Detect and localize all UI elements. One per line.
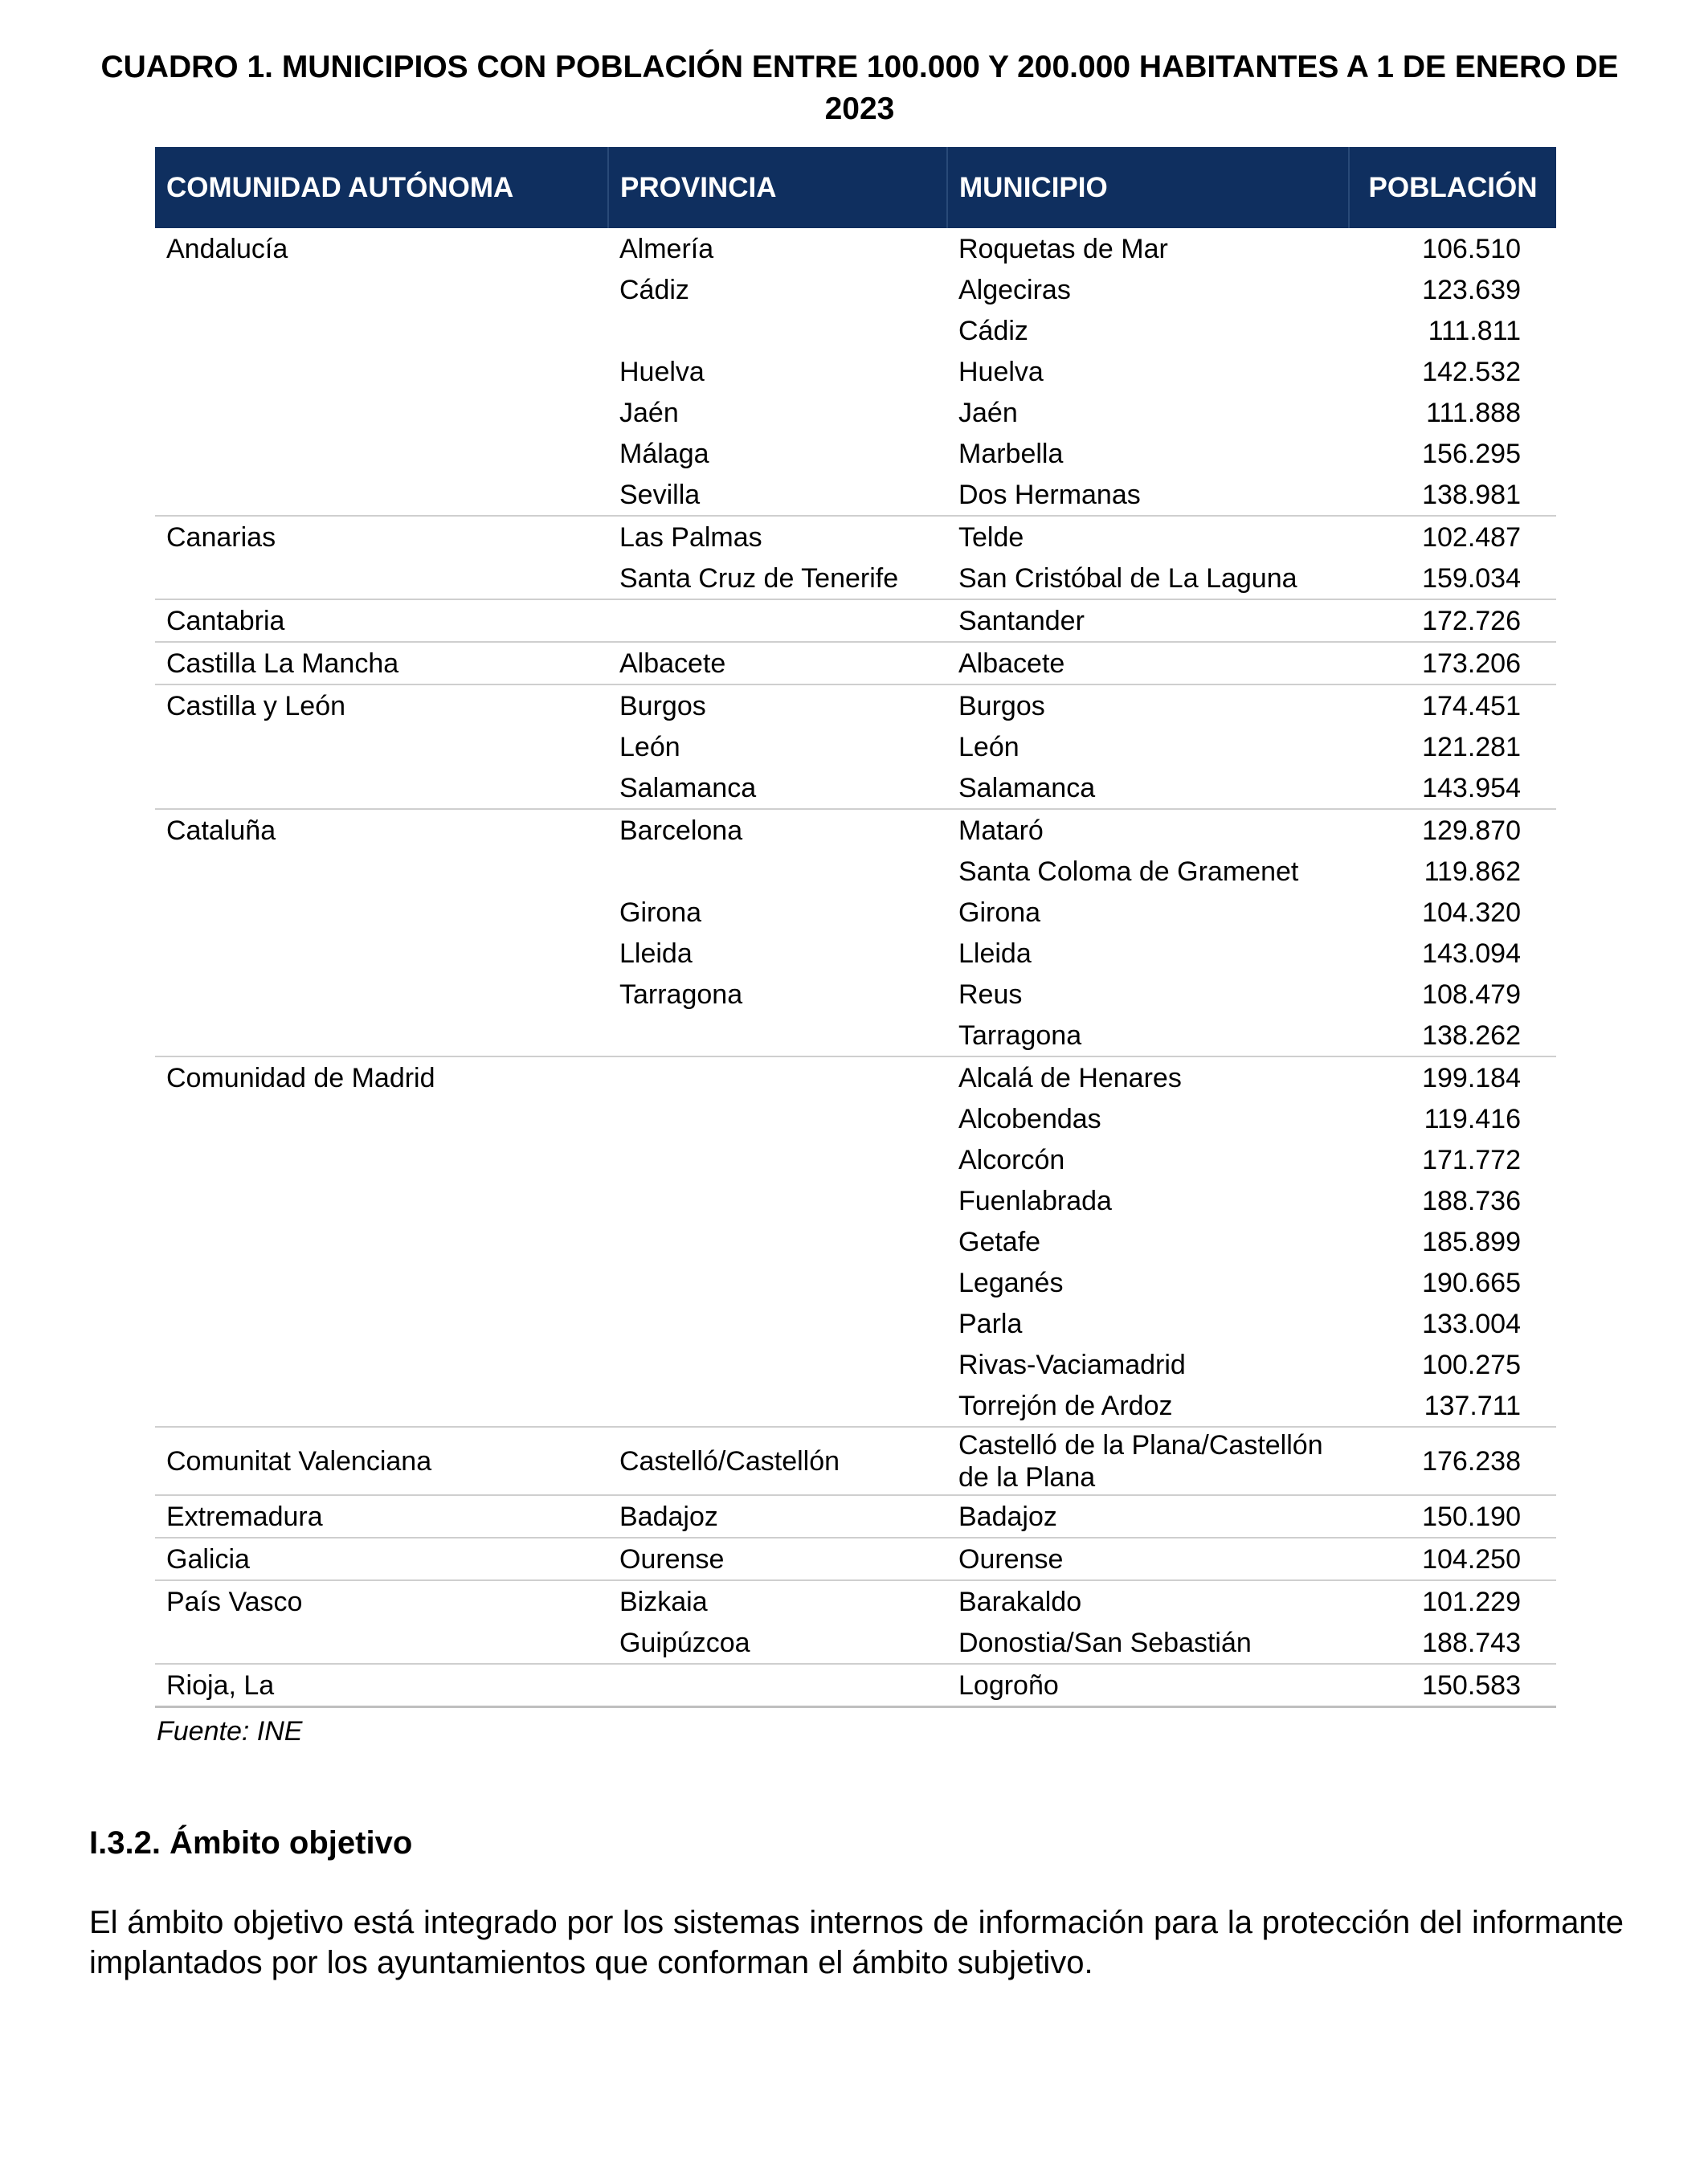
municipio-cell: Santa Coloma de Gramenet bbox=[958, 856, 1299, 887]
comunidad-cell: Canarias bbox=[155, 516, 608, 558]
comunidad-cell bbox=[155, 1344, 608, 1385]
comunidad-cell bbox=[155, 310, 608, 351]
poblacion-cell: 138.262 bbox=[1422, 1020, 1521, 1051]
poblacion-cell: 173.206 bbox=[1349, 642, 1556, 684]
comunidad-cell bbox=[155, 1262, 608, 1303]
poblacion-cell: 100.275 bbox=[1422, 1349, 1521, 1380]
municipio-cell: Alcobendas bbox=[958, 1103, 1101, 1134]
provincia-cell: Santa Cruz de Tenerife bbox=[619, 562, 899, 594]
poblacion-cell: 133.004 bbox=[1422, 1308, 1521, 1339]
comunidad-cell bbox=[155, 1303, 608, 1344]
provincia-cell bbox=[608, 1385, 947, 1427]
table-row bbox=[155, 1344, 1556, 1385]
municipio-cell: Torrejón de Ardoz bbox=[958, 1390, 1173, 1421]
provincia-cell: Ourense bbox=[608, 1538, 947, 1580]
provincia-cell bbox=[608, 1303, 947, 1344]
provincia-cell: Almería bbox=[619, 233, 714, 264]
table-row bbox=[155, 851, 1556, 892]
table-row bbox=[155, 599, 1556, 642]
provincia-cell: Bizkaia bbox=[608, 1580, 947, 1622]
municipio-cell: Albacete bbox=[947, 642, 1349, 684]
comunidad-cell: Rioja, La bbox=[155, 1664, 608, 1707]
poblacion-cell: 138.981 bbox=[1422, 479, 1521, 510]
provincia-cell: Burgos bbox=[608, 684, 947, 726]
comunidad-cell bbox=[155, 726, 608, 767]
provincia-cell bbox=[608, 310, 947, 351]
municipio-cell: Mataró bbox=[947, 809, 1349, 851]
municipio-cell: Reus bbox=[958, 979, 1023, 1010]
comunidad-cell bbox=[155, 474, 608, 516]
comunidad-cell bbox=[155, 851, 608, 892]
municipio-cell: Rivas-Vaciamadrid bbox=[958, 1349, 1186, 1380]
provincia-cell bbox=[608, 1344, 947, 1385]
comunidad-cell: Comunidad de Madrid bbox=[155, 1056, 608, 1098]
provincia-cell bbox=[608, 599, 947, 642]
poblacion-cell: 199.184 bbox=[1349, 1056, 1556, 1098]
provincia-cell bbox=[608, 1221, 947, 1262]
municipio-cell: Donostia/San Sebastián bbox=[958, 1627, 1252, 1658]
poblacion-cell: 106.510 bbox=[1422, 233, 1521, 264]
poblacion-cell: 171.772 bbox=[1422, 1144, 1521, 1175]
provincia-cell bbox=[608, 1056, 947, 1098]
comunidad-cell bbox=[155, 351, 608, 392]
municipio-cell: Badajoz bbox=[947, 1495, 1349, 1538]
municipio-cell: Lleida bbox=[958, 938, 1032, 969]
municipio-cell: Dos Hermanas bbox=[958, 479, 1141, 510]
header-comunidad: COMUNIDAD AUTÓNOMA bbox=[155, 147, 608, 228]
municipio-cell: San Cristóbal de La Laguna bbox=[958, 562, 1297, 594]
municipio-cell: Marbella bbox=[958, 438, 1064, 469]
comunidad-cell: País Vasco bbox=[155, 1580, 608, 1622]
table-row bbox=[155, 433, 1556, 474]
table-title: CUADRO 1. MUNICIPIOS CON POBLACIÓN ENTRE 100.000 Y 200.000 HABITANTES A 1 DE ENERO DE 2023 bbox=[100, 50, 1619, 126]
provincia-cell: Málaga bbox=[619, 438, 709, 469]
comunidad-cell bbox=[155, 1385, 608, 1427]
poblacion-cell: 150.190 bbox=[1349, 1495, 1556, 1538]
table-row bbox=[155, 1015, 1556, 1056]
table-row bbox=[155, 1098, 1556, 1139]
provincia-cell: Las Palmas bbox=[608, 516, 947, 558]
table-row bbox=[155, 228, 1556, 269]
municipio-cell: Algeciras bbox=[958, 274, 1071, 305]
comunidad-cell bbox=[155, 767, 608, 809]
provincia-cell: Tarragona bbox=[619, 979, 743, 1010]
poblacion-cell: 111.888 bbox=[1426, 397, 1521, 428]
comunidad-cell: Galicia bbox=[155, 1538, 608, 1580]
provincia-cell bbox=[608, 1664, 947, 1707]
comunidad-cell bbox=[155, 392, 608, 433]
poblacion-cell: 190.665 bbox=[1422, 1267, 1521, 1298]
comunidad-cell: Castilla La Mancha bbox=[155, 642, 608, 684]
table-header-row bbox=[155, 147, 1556, 228]
municipio-cell: Burgos bbox=[947, 684, 1349, 726]
poblacion-cell: 174.451 bbox=[1349, 684, 1556, 726]
table-row bbox=[155, 892, 1556, 933]
municipio-cell: Tarragona bbox=[958, 1020, 1082, 1051]
provincia-cell: Jaén bbox=[619, 397, 679, 428]
table-row bbox=[155, 310, 1556, 351]
table-row bbox=[155, 1622, 1556, 1664]
municipio-cell: Salamanca bbox=[958, 772, 1096, 803]
table-row bbox=[155, 642, 1556, 684]
poblacion-cell: 143.954 bbox=[1422, 772, 1521, 803]
provincia-cell: Cádiz bbox=[619, 274, 689, 305]
table-row bbox=[155, 1580, 1556, 1622]
comunidad-cell bbox=[155, 1221, 608, 1262]
provincia-cell bbox=[608, 1139, 947, 1180]
poblacion-cell: 143.094 bbox=[1422, 938, 1521, 969]
comunidad-cell: Extremadura bbox=[155, 1495, 608, 1538]
municipio-cell: Parla bbox=[958, 1308, 1023, 1339]
comunidad-cell: Cataluña bbox=[155, 809, 608, 851]
municipalities-table bbox=[155, 147, 1556, 1708]
section-heading: I.3.2. Ámbito objetivo bbox=[89, 1825, 413, 1861]
municipio-cell: Roquetas de Mar bbox=[958, 233, 1168, 264]
comunidad-cell: Andalucía bbox=[166, 233, 288, 264]
comunidad-cell bbox=[155, 892, 608, 933]
table-row bbox=[155, 1664, 1556, 1707]
table-row bbox=[155, 767, 1556, 809]
poblacion-cell: 142.532 bbox=[1422, 356, 1521, 387]
comunidad-cell bbox=[155, 558, 608, 599]
municipio-cell: Santander bbox=[947, 599, 1349, 642]
body-paragraph: El ámbito objetivo está integrado por los sistemas internos de información para la protección del informante implantados por los ayuntamientos que conforman el ámbito subjetivo. bbox=[89, 1905, 1624, 1980]
comunidad-cell bbox=[155, 1622, 608, 1664]
comunidad-cell bbox=[155, 1015, 608, 1056]
table-row bbox=[155, 684, 1556, 726]
header-provincia: PROVINCIA bbox=[608, 147, 947, 228]
table-row bbox=[155, 974, 1556, 1015]
poblacion-cell: 159.034 bbox=[1422, 562, 1521, 594]
municipio-cell: Getafe bbox=[958, 1226, 1041, 1257]
municipio-cell: Cádiz bbox=[958, 315, 1028, 346]
comunidad-cell: Comunitat Valenciana bbox=[155, 1427, 608, 1495]
header-municipio: MUNICIPIO bbox=[947, 147, 1349, 228]
poblacion-cell: 123.639 bbox=[1422, 274, 1521, 305]
provincia-cell: Huelva bbox=[619, 356, 705, 387]
poblacion-cell: 185.899 bbox=[1422, 1226, 1521, 1257]
poblacion-cell: 156.295 bbox=[1422, 438, 1521, 469]
table-row bbox=[155, 269, 1556, 310]
comunidad-cell bbox=[155, 974, 608, 1015]
poblacion-cell: 188.743 bbox=[1422, 1627, 1521, 1658]
table-row bbox=[155, 558, 1556, 599]
poblacion-cell: 188.736 bbox=[1422, 1185, 1521, 1216]
header-poblacion: POBLACIÓN bbox=[1349, 147, 1556, 228]
provincia-cell: Guipúzcoa bbox=[619, 1627, 750, 1658]
poblacion-cell: 108.479 bbox=[1422, 979, 1521, 1010]
table-row bbox=[155, 392, 1556, 433]
comunidad-cell bbox=[155, 269, 608, 310]
poblacion-cell: 129.870 bbox=[1349, 809, 1556, 851]
provincia-cell bbox=[608, 1098, 947, 1139]
table-row bbox=[155, 1139, 1556, 1180]
table-row bbox=[155, 1221, 1556, 1262]
poblacion-cell: 111.811 bbox=[1428, 315, 1521, 346]
comunidad-cell bbox=[155, 1098, 608, 1139]
poblacion-cell: 172.726 bbox=[1349, 599, 1556, 642]
poblacion-cell: 150.583 bbox=[1349, 1664, 1556, 1707]
provincia-cell: Lleida bbox=[619, 938, 693, 969]
municipio-cell: Fuenlabrada bbox=[958, 1185, 1112, 1216]
table-row bbox=[155, 1385, 1556, 1427]
table-row bbox=[155, 1180, 1556, 1221]
municipio-cell: Alcalá de Henares bbox=[947, 1056, 1349, 1098]
provincia-cell bbox=[608, 851, 947, 892]
provincia-cell: Girona bbox=[619, 897, 702, 928]
comunidad-cell bbox=[155, 933, 608, 974]
provincia-cell: Albacete bbox=[608, 642, 947, 684]
comunidad-cell: Castilla y León bbox=[155, 684, 608, 726]
table-row bbox=[155, 933, 1556, 974]
municipio-cell: Leganés bbox=[958, 1267, 1064, 1298]
table-row bbox=[155, 1262, 1556, 1303]
table-row bbox=[155, 1056, 1556, 1098]
table-row bbox=[155, 516, 1556, 558]
provincia-cell: Barcelona bbox=[608, 809, 947, 851]
provincia-cell: Badajoz bbox=[608, 1495, 947, 1538]
poblacion-cell: 119.862 bbox=[1424, 856, 1521, 887]
municipio-cell: Alcorcón bbox=[958, 1144, 1065, 1175]
poblacion-cell: 176.238 bbox=[1349, 1427, 1556, 1495]
municipio-cell: Jaén bbox=[958, 397, 1018, 428]
municipio-cell: Logroño bbox=[947, 1664, 1349, 1707]
table-row bbox=[155, 474, 1556, 516]
poblacion-cell: 104.320 bbox=[1422, 897, 1521, 928]
source-note: Fuente: INE bbox=[157, 1716, 303, 1747]
table-row bbox=[155, 1538, 1556, 1580]
comunidad-cell bbox=[155, 433, 608, 474]
municipio-cell: Barakaldo bbox=[947, 1580, 1349, 1622]
poblacion-cell: 101.229 bbox=[1349, 1580, 1556, 1622]
municipio-cell: Castelló de la Plana/Castellón de la Plana bbox=[947, 1427, 1349, 1495]
comunidad-cell bbox=[155, 1180, 608, 1221]
poblacion-cell: 137.711 bbox=[1424, 1390, 1521, 1421]
provincia-cell: Salamanca bbox=[619, 772, 757, 803]
table-row bbox=[155, 1495, 1556, 1538]
poblacion-cell: 119.416 bbox=[1424, 1103, 1521, 1134]
municipio-cell: Telde bbox=[947, 516, 1349, 558]
provincia-cell: Sevilla bbox=[619, 479, 701, 510]
provincia-cell: Castelló/Castellón bbox=[608, 1427, 947, 1495]
municipio-cell: Huelva bbox=[958, 356, 1044, 387]
provincia-cell bbox=[608, 1015, 947, 1056]
comunidad-cell bbox=[155, 1139, 608, 1180]
comunidad-cell: Cantabria bbox=[155, 599, 608, 642]
provincia-cell bbox=[608, 1262, 947, 1303]
poblacion-cell: 104.250 bbox=[1349, 1538, 1556, 1580]
provincia-cell bbox=[608, 1180, 947, 1221]
poblacion-cell: 121.281 bbox=[1422, 731, 1521, 762]
table-row bbox=[155, 351, 1556, 392]
provincia-cell: León bbox=[619, 731, 680, 762]
table-row bbox=[155, 1303, 1556, 1344]
municipio-cell: Ourense bbox=[947, 1538, 1349, 1580]
poblacion-cell: 102.487 bbox=[1349, 516, 1556, 558]
table-row bbox=[155, 726, 1556, 767]
table-row bbox=[155, 809, 1556, 851]
municipio-cell: Girona bbox=[958, 897, 1041, 928]
municipio-cell: León bbox=[958, 731, 1019, 762]
table-row bbox=[155, 1427, 1556, 1495]
